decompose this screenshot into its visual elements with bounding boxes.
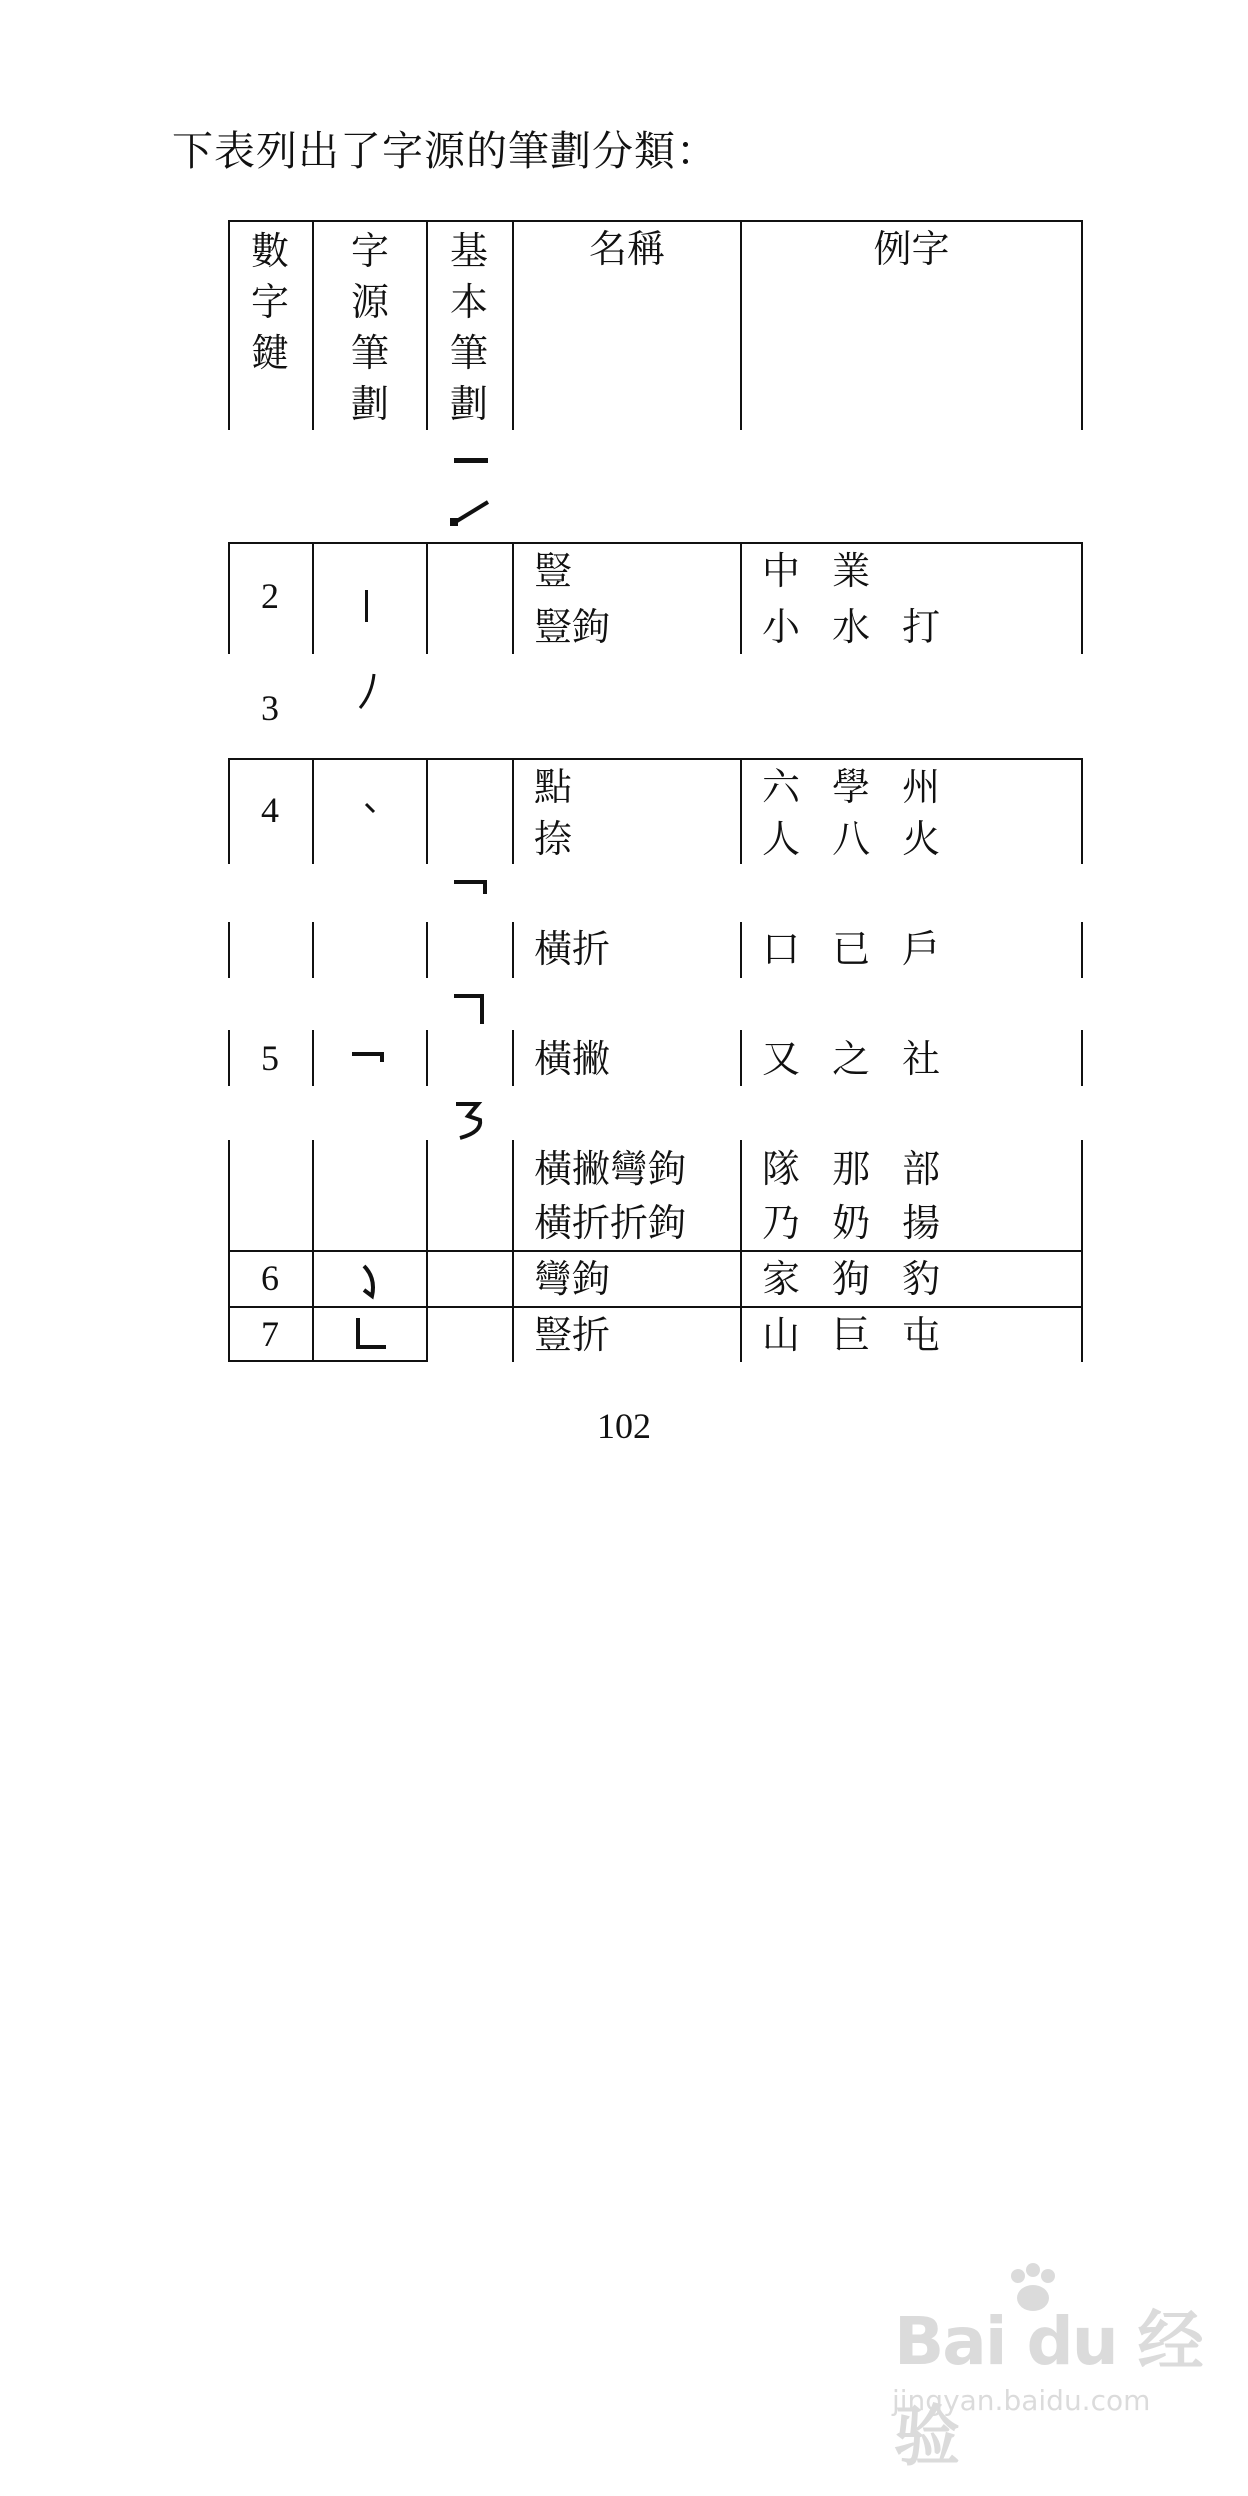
header-basic-stroke: 基本筆劃 xyxy=(449,229,488,426)
row-5-name-4: 橫折折鉤 xyxy=(534,1201,687,1245)
row-4-name-2: 捺 xyxy=(534,817,573,861)
header-name: 名稱 xyxy=(588,227,665,271)
dian-stroke-icon xyxy=(362,800,380,816)
row-5-examples-1: 口 已 戶 xyxy=(762,927,951,971)
row-7-examples: 山 巨 屯 xyxy=(762,1313,951,1357)
row-7-key: 7 xyxy=(261,1314,279,1354)
row-6-name: 彎鉤 xyxy=(534,1257,611,1301)
ti-stroke-icon xyxy=(448,496,494,530)
watermark-url: jingyan.baidu.com xyxy=(892,2384,1151,2417)
henggou-stroke-icon xyxy=(452,990,492,1030)
shuzhe-stroke-icon xyxy=(352,1314,390,1354)
pie-stroke-icon xyxy=(356,670,380,712)
header-key: 數字鍵 xyxy=(250,229,289,375)
row-4-name-1: 點 xyxy=(534,765,573,809)
baidu-watermark xyxy=(880,2260,1210,2475)
row-2-name-2: 豎鉤 xyxy=(534,605,611,649)
row-5-examples-4: 乃 奶 揚 xyxy=(762,1201,951,1245)
row-6-key: 6 xyxy=(261,1258,279,1298)
row-5-key: 5 xyxy=(261,1038,279,1078)
watermark-logo: Bai du 经验 xyxy=(894,2303,1202,2475)
row-5-name-3: 橫撇彎鉤 xyxy=(534,1147,687,1191)
header-source-stroke: 字源筆劃 xyxy=(350,229,389,426)
row-2-examples-1: 中 業 xyxy=(762,549,881,593)
row-2-examples-2: 小 水 打 xyxy=(762,605,951,649)
hengzhezhegou-stroke-icon xyxy=(452,1098,492,1142)
shu-stroke-icon xyxy=(362,588,372,624)
row-7-name: 豎折 xyxy=(534,1313,611,1357)
row-5-examples-2: 又 之 社 xyxy=(762,1037,951,1081)
hengzhe-stroke-icon xyxy=(350,1046,396,1068)
row-3-key: 3 xyxy=(261,688,279,728)
row-2-key: 2 xyxy=(261,576,279,616)
row-4-examples-2: 人 八 火 xyxy=(762,817,951,861)
wangou-stroke-icon xyxy=(358,1260,384,1304)
header-top-border xyxy=(228,220,1083,222)
hengzhe-small-stroke-icon xyxy=(452,876,496,900)
row-6-examples: 家 狗 豹 xyxy=(762,1257,951,1301)
page-number: 102 xyxy=(597,1406,651,1446)
row-2-name-1: 豎 xyxy=(534,549,573,593)
row-5-examples-3: 隊 那 部 xyxy=(762,1147,951,1191)
row-5-name-2: 橫撇 xyxy=(534,1037,611,1081)
header-examples: 例字 xyxy=(873,227,950,271)
row-5-name-1: 橫折 xyxy=(534,927,611,971)
intro-text: 下表列出了字源的筆劃分類： xyxy=(172,127,718,175)
row-7-bottom-border xyxy=(228,1360,428,1362)
heng-stroke-icon xyxy=(452,452,492,472)
row-4-examples-1: 六 學 州 xyxy=(762,765,951,809)
row-4-key: 4 xyxy=(261,790,279,830)
